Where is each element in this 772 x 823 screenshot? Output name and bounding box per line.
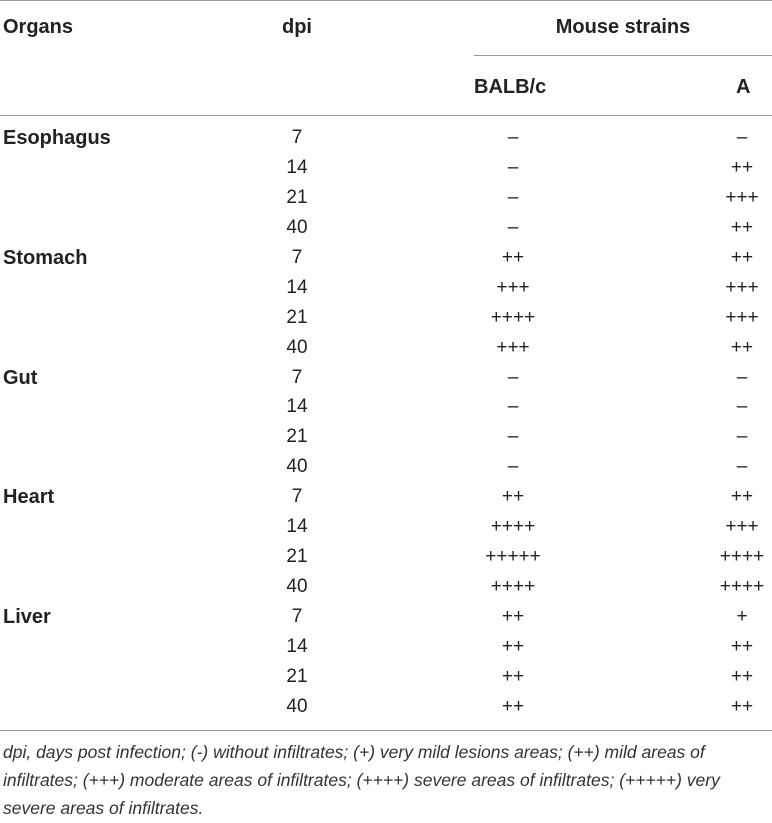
table-row [0, 245, 772, 275]
a-cell: – [736, 396, 748, 418]
a-cell: ++ [730, 486, 754, 508]
balbc-cell: ++++ [490, 516, 536, 538]
table-row [0, 215, 772, 245]
balbc-cell: +++++ [485, 546, 541, 568]
dpi-cell: 40 [286, 695, 308, 717]
table-row [0, 185, 772, 215]
balbc-cell: – [507, 186, 519, 208]
balbc-cell: – [507, 426, 519, 448]
table-row [0, 574, 772, 604]
table-row [0, 155, 772, 185]
dpi-cell: 21 [286, 665, 308, 687]
a-cell: ++ [730, 695, 754, 717]
a-cell: +++ [725, 186, 759, 208]
balbc-cell: – [507, 216, 519, 238]
header-strains-rule [474, 55, 772, 56]
table-row [0, 275, 772, 305]
dpi-cell: 40 [286, 216, 308, 238]
a-cell: +++ [725, 516, 759, 538]
a-cell: – [736, 456, 748, 478]
dpi-cell: 21 [286, 186, 308, 208]
table-row [0, 305, 772, 335]
organ-cell: Esophagus [3, 127, 111, 149]
table-row [0, 664, 772, 694]
balbc-cell: – [507, 156, 519, 178]
a-cell: ++ [730, 665, 754, 687]
balbc-cell: ++++ [490, 576, 536, 598]
table-footnote: dpi, days post infection; (-) without infiltrates; (+) very mild lesions areas; (++) mild areas of infiltrates; (+++) moderate areas of infiltrates; (++++) severe areas of infiltrates; (+++++) very severe areas of infiltrates. [3, 742, 720, 818]
dpi-cell: 7 [291, 366, 303, 388]
header-dpi: dpi [282, 16, 312, 38]
balbc-cell: – [507, 127, 519, 148]
balbc-cell: – [507, 396, 519, 418]
a-cell: ++++ [719, 546, 765, 568]
table-row [0, 365, 772, 395]
organ-cell: Heart [3, 486, 55, 509]
dpi-cell: 40 [286, 336, 308, 358]
a-cell: – [736, 127, 748, 148]
balbc-cell: +++ [496, 276, 530, 298]
balbc-cell: +++ [496, 336, 530, 358]
table-row [0, 125, 772, 155]
balbc-cell: ++ [501, 246, 525, 268]
dpi-cell: 40 [286, 456, 308, 478]
balbc-cell: ++ [501, 695, 525, 717]
table-row [0, 335, 772, 365]
header-a: A [736, 76, 751, 98]
a-cell: – [736, 366, 748, 388]
dpi-cell: 7 [291, 127, 303, 148]
table-bottom-rule [0, 730, 772, 731]
dpi-cell: 14 [286, 156, 308, 178]
table-row [0, 424, 772, 454]
a-cell: ++ [730, 635, 754, 657]
balbc-cell: ++ [501, 635, 525, 657]
header-bottom-rule [0, 115, 772, 116]
dpi-cell: 14 [286, 276, 308, 298]
dpi-cell: 21 [286, 546, 308, 568]
table-row [0, 394, 772, 424]
header-organs: Organs [3, 16, 74, 38]
a-cell: – [736, 426, 748, 448]
dpi-cell: 7 [291, 486, 303, 508]
table-row [0, 634, 772, 664]
table-row [0, 604, 772, 634]
dpi-cell: 7 [291, 606, 303, 627]
dpi-cell: 40 [286, 576, 308, 598]
table-top-rule [0, 0, 772, 1]
a-cell: + [736, 606, 748, 627]
balbc-cell: ++ [501, 665, 525, 687]
table-row [0, 484, 772, 514]
a-cell: +++ [725, 276, 759, 298]
a-cell: ++++ [719, 576, 765, 598]
table-row [0, 544, 772, 574]
dpi-cell: 14 [286, 635, 308, 657]
table-row [0, 694, 772, 724]
organ-cell: Gut [3, 366, 38, 389]
header-mouse-strains: Mouse strains [555, 16, 691, 38]
balbc-cell: ++ [501, 606, 525, 627]
table-row [0, 454, 772, 484]
organ-cell: Stomach [3, 246, 88, 269]
balbc-cell: ++ [501, 486, 525, 508]
table-body [0, 125, 772, 724]
a-cell: ++ [730, 246, 754, 268]
balbc-cell: ++++ [490, 306, 536, 328]
balbc-cell: – [507, 456, 519, 478]
header-balbc: BALB/c [474, 76, 547, 98]
balbc-cell: – [507, 366, 519, 388]
a-cell: +++ [725, 306, 759, 328]
table-row [0, 514, 772, 544]
a-cell: ++ [730, 156, 754, 178]
dpi-cell: 21 [286, 306, 308, 328]
dpi-cell: 7 [291, 246, 303, 268]
organ-cell: Liver [3, 606, 51, 628]
a-cell: ++ [730, 336, 754, 358]
dpi-cell: 14 [286, 516, 308, 538]
dpi-cell: 21 [286, 426, 308, 448]
a-cell: ++ [730, 216, 754, 238]
dpi-cell: 14 [286, 396, 308, 418]
